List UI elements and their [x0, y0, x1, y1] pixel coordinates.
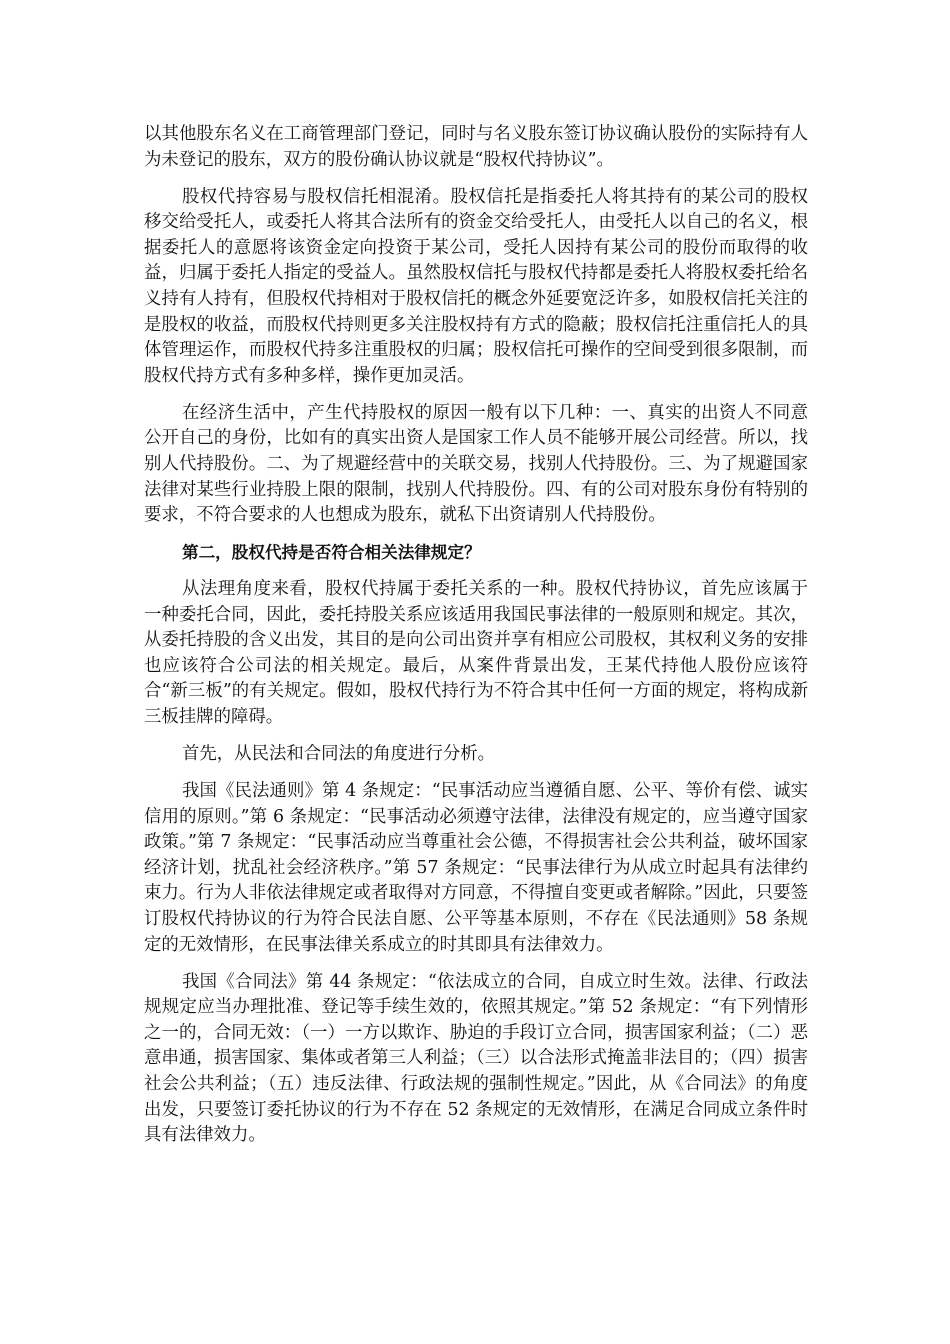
- body-paragraph: 从法理角度来看，股权代持属于委托关系的一种。股权代持协议，首先应该属于一种委托合同，因此，委托持股关系应该适用我国民事法律的一般原则和规定。其次，从委托持股的含义出发，其目的是向公司出资并享有相应公司股权，其权利义务的安排也应该符合公司法的相关规定。最后，从案件背景出发，王某代持他人股份应该符合“新三板”的有关规定。假如，股权代持行为不符合其中任何一方面的规定，将构成新三板挂牌的障碍。: [144, 579, 808, 728]
- document-page: [144, 122, 808, 1160]
- body-paragraph: 在经济生活中，产生代持股权的原因一般有以下几种：一、真实的出资人不同意公开自己的身份，比如有的真实出资人是国家工作人员不能够开展公司经营。所以，找别人代持股份。二、为了规避经营中的关联交易，找别人代持股份。三、为了规避国家法律对某些行业持股上限的限制，找别人代持股份。四、有的公司对股东身份有特别的要求，不符合要求的人也想成为股东，就私下出资请别人代持股份。: [144, 402, 808, 526]
- section-heading: 第二，股权代持是否符合相关法律规定？: [182, 543, 481, 563]
- body-paragraph: 首先，从民法和合同法的角度进行分析。: [182, 744, 496, 765]
- body-paragraph: 股权代持容易与股权信托相混淆。股权信托是指委托人将其持有的某公司的股权移交给受托人，或委托人将其合法所有的资金交给受托人，由受托人以自己的名义，根据委托人的意愿将该资金定向投资于某公司，受托人因持有某公司的股份而取得的收益，归属于委托人指定的受益人。虽然股权信托与股权代持都是委托人将股权委托给名义持有人持有，但股权代持相对于股权信托的概念外延要宽泛许多，如股权信托关注的是股权的收益，而股权代持则更多关注股权持有方式的隐蔽；股权信托注重信托人的具体管理运作，而股权代持多注重股权的归属；股权信托可操作的空间受到很多限制，而股权代持方式有多种多样，操作更加灵活。: [144, 186, 808, 386]
- body-paragraph: 以其他股东名义在工商管理部门登记，同时与名义股东签订协议确认股份的实际持有人为未登记的股东，双方的股份确认协议就是“股权代持协议”。: [144, 124, 808, 170]
- body-paragraph: 我国《合同法》第 44 条规定：“依法成立的合同，自成立时生效。法律、行政法规规定应当办理批准、登记等手续生效的，依照其规定。”第 52 条规定：“有下列情形之一的，合同无效：（一）一方以欺诈、胁迫的手段订立合同，损害国家利益；（二）恶意串通，损害国家、集体或者第三人利益；（三）以合法形式掩盖非法目的；（四）损害社会公共利益；（五）违反法律、行政法规的强制性规定。”因此，从《合同法》的角度出发，只要签订委托协议的行为不存在 52 条规定的无效情形，在满足合同成立条件时具有法律效力。: [144, 971, 808, 1146]
- body-paragraph: 我国《民法通则》第 4 条规定：“民事活动应当遵循自愿、公平、等价有偿、诚实信用的原则。”第 6 条规定：“民事活动必须遵守法律，法律没有规定的，应当遵守国家政策。”第 7 条规定：“民事活动应当尊重社会公德，不得损害社会公共利益，破坏国家经济计划，扰乱社会经济秩序。”第 57 条规定：“民事法律行为从成立时起具有法律约束力。行为人非依法律规定或者取得对方同意，不得擅自变更或者解除。”因此，只要签订股权代持协议的行为符合民法自愿、公平等基本原则，不存在《民法通则》58 条规定的无效情形，在民事法律关系成立的时其即具有法律效力。: [144, 781, 808, 955]
